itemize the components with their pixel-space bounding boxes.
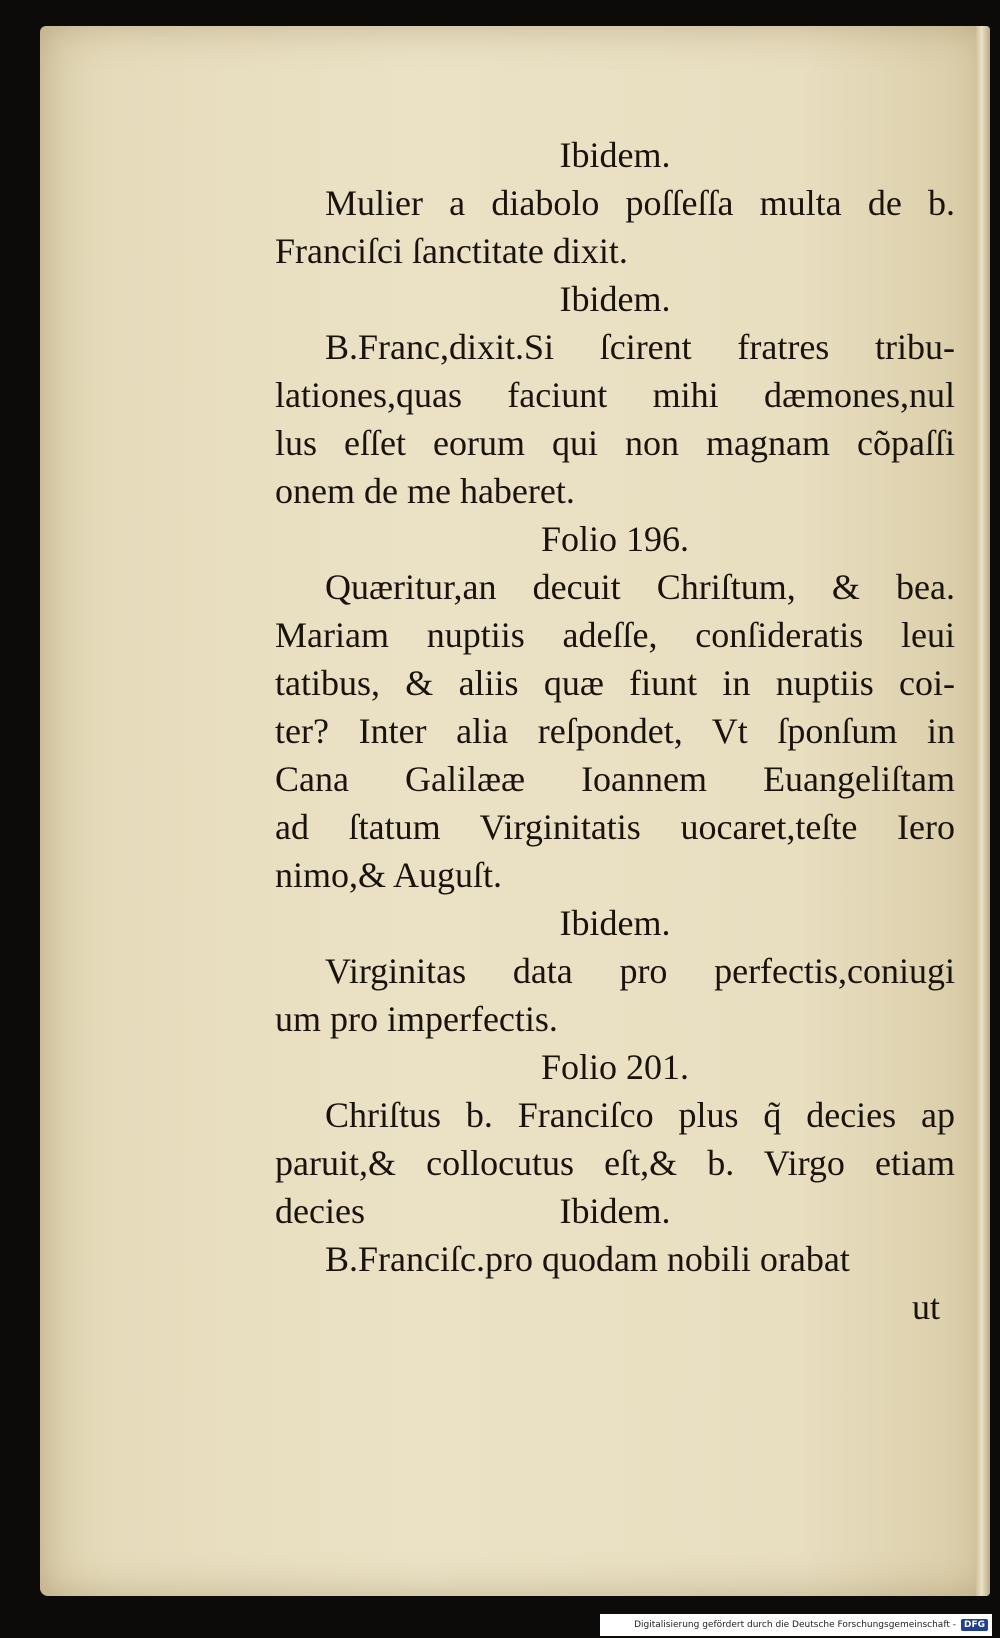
text-line: B.Franc,dixit.Si ſcirent fratres tribu- <box>325 327 955 367</box>
split-line-left: decies <box>275 1191 365 1231</box>
text-line: Mulier a diabolo poſſeſſa multa de b. <box>325 183 955 223</box>
dfg-logo: DFG <box>961 1619 988 1631</box>
section-heading: Ibidem. <box>559 1191 671 1231</box>
text-line: Chriſtus b. Franciſco plus q̃ decies ap <box>325 1095 955 1135</box>
text-line: um pro imperfectis. <box>275 999 558 1039</box>
text-line: ter? Inter alia reſpondet, Vt ſponſum in <box>275 711 955 751</box>
text-line: tatibus, & aliis quæ fiunt in nuptiis coi- <box>275 663 955 703</box>
text-line: B.Franciſc.pro quodam nobili orabat <box>325 1239 850 1279</box>
book-page <box>40 26 990 1596</box>
page-text <box>275 131 955 1331</box>
text-line: Franciſci ſanctitate dixit. <box>275 231 628 271</box>
text-line: lus eſſet eorum qui non magnam cõpaſſi <box>275 423 955 463</box>
text-line: Mariam nuptiis adeſſe, conſideratis leui <box>275 615 955 655</box>
section-heading: Ibidem. <box>559 135 671 175</box>
digitization-footer <box>600 1614 992 1636</box>
section-heading: Ibidem. <box>559 903 671 943</box>
text-line: lationes,quas faciunt mihi dæmones,nul <box>275 375 955 415</box>
footer-text: Digitalisierung gefördert durch die Deutsche Forschungsgemeinschaft - <box>634 1620 956 1630</box>
section-heading: Ibidem. <box>559 279 671 319</box>
text-line: ad ſtatum Virginitatis uocaret,teſte Iero <box>275 807 955 847</box>
text-line: Quæritur,an decuit Chriſtum, & bea. <box>325 567 955 607</box>
catchword: ut <box>911 1287 940 1327</box>
page-edge <box>976 26 990 1596</box>
text-lines <box>275 131 955 1187</box>
text-line: nimo,& Auguſt. <box>275 855 503 895</box>
section-heading: Folio 201. <box>540 1047 690 1087</box>
split-line <box>275 1187 955 1235</box>
text-line: Virginitas data pro perfectis,coniugi <box>325 951 955 991</box>
section-heading: Folio 196. <box>540 519 690 559</box>
text-line: onem de me haberet. <box>275 471 575 511</box>
text-line: paruit,& collocutus eſt,& b. Virgo etiam <box>275 1143 955 1183</box>
text-line: Cana Galilææ Ioannem Euangeliſtam <box>275 759 955 799</box>
